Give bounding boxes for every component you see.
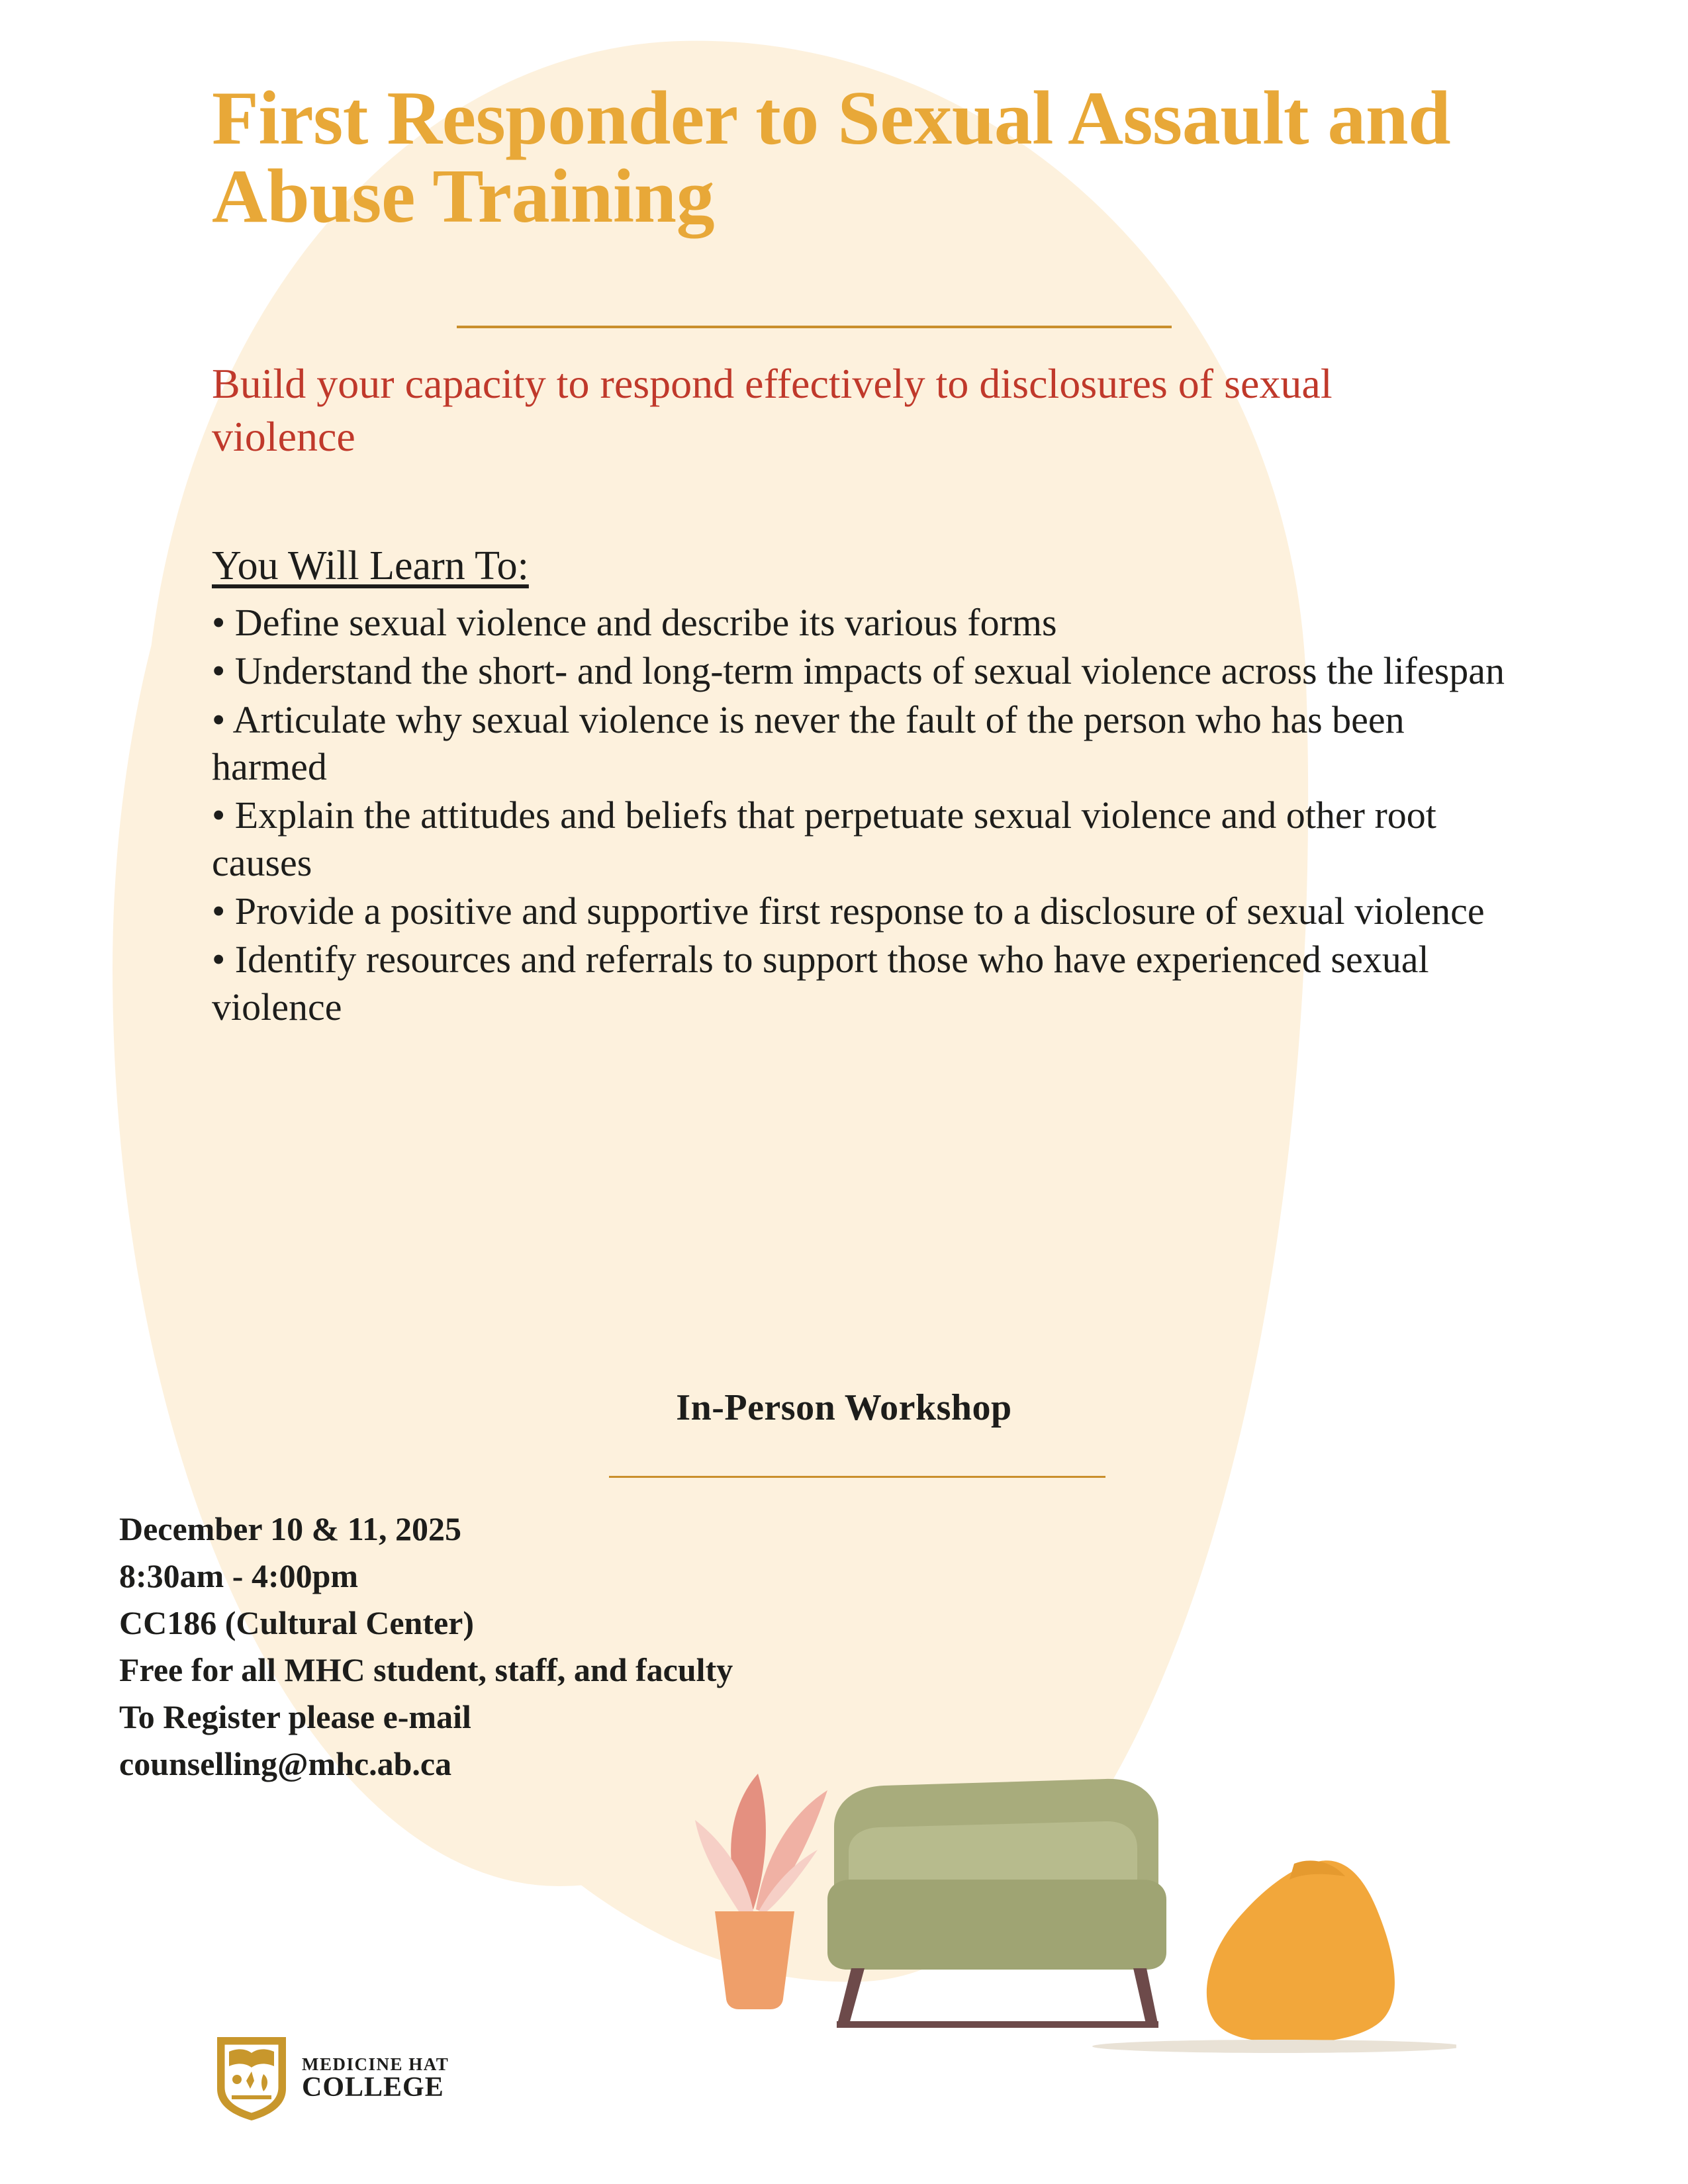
registration-email[interactable]: counselling@mhc.ab.ca bbox=[119, 1745, 452, 1782]
list-item: • Understand the short- and long-term impacts of sexual violence across the lifespan bbox=[212, 649, 1505, 693]
logo-line-2: COLLEGE bbox=[302, 2071, 444, 2103]
page-title: First Responder to Sexual Assault and Abuse Training bbox=[212, 76, 1451, 240]
floor-shadow bbox=[1092, 2040, 1456, 2053]
living-room-illustration bbox=[695, 1741, 1456, 2058]
page-subtitle: Build your capacity to respond effectively to disclosures of sexual violence bbox=[212, 360, 1333, 460]
workshop-underline-rule bbox=[609, 1476, 1105, 1478]
logo-line-1: MEDICINE HAT bbox=[302, 2054, 449, 2074]
registration-instruction: To Register please e-mail bbox=[119, 1698, 471, 1735]
event-time: 8:30am - 4:00pm bbox=[119, 1557, 359, 1594]
list-item: • Provide a positive and supportive first response to a disclosure of sexual violence bbox=[212, 889, 1485, 933]
event-location: CC186 (Cultural Center) bbox=[119, 1604, 475, 1641]
bean-bag-icon bbox=[1207, 1860, 1395, 2043]
list-item: • Articulate why sexual violence is never the fault of the person who has been harmed bbox=[212, 698, 1405, 788]
learn-objectives-heading: You Will Learn To: bbox=[212, 543, 529, 588]
title-underline-rule bbox=[457, 326, 1172, 328]
event-cost: Free for all MHC student, staff, and faculty bbox=[119, 1651, 733, 1688]
plant-icon bbox=[695, 1774, 827, 2009]
learn-objectives-list bbox=[212, 599, 1529, 1032]
list-item: • Explain the attitudes and beliefs that perpetuate sexual violence and other root causes bbox=[212, 794, 1436, 884]
college-crest-icon bbox=[212, 2032, 291, 2124]
list-item: • Define sexual violence and describe its various forms bbox=[212, 601, 1057, 644]
list-item: • Identify resources and referrals to support those who have experienced sexual violence bbox=[212, 938, 1429, 1028]
couch-icon bbox=[827, 1779, 1166, 2028]
mhc-logo bbox=[212, 2032, 490, 2124]
event-date: December 10 & 11, 2025 bbox=[119, 1510, 462, 1547]
workshop-format-label: In-Person Workshop bbox=[676, 1387, 1012, 1428]
